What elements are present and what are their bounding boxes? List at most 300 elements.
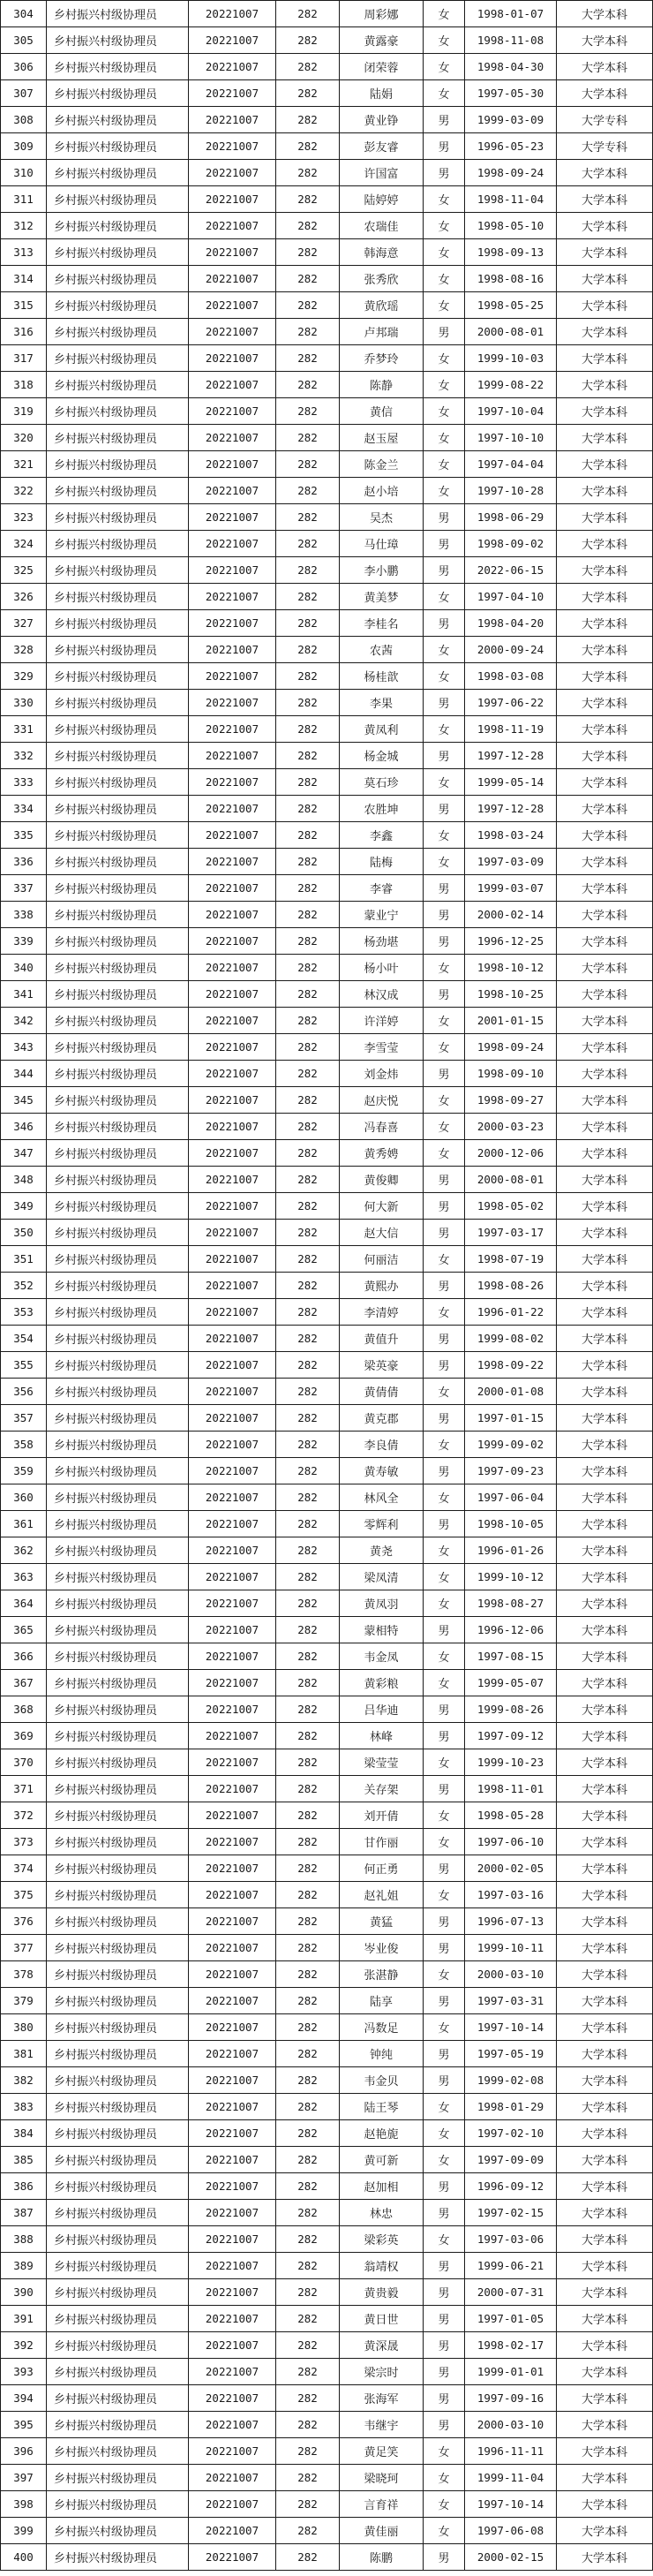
name-cell: 许洋婷 bbox=[340, 1008, 424, 1034]
education-cell: 大学本科 bbox=[557, 1432, 653, 1458]
table-row bbox=[1, 1537, 653, 1564]
table-row bbox=[1, 1034, 653, 1061]
table-row bbox=[1, 663, 653, 690]
name-cell: 陆婷婷 bbox=[340, 186, 424, 213]
row-number-cell: 308 bbox=[1, 107, 47, 133]
name-cell: 钟纯 bbox=[340, 2041, 424, 2067]
position-code-cell: 20221007 bbox=[189, 478, 276, 504]
birthdate-cell: 1998-05-02 bbox=[465, 1193, 557, 1220]
gender-cell: 男 bbox=[424, 2412, 465, 2438]
birthdate-cell: 1997-05-30 bbox=[465, 80, 557, 107]
education-cell: 大学本科 bbox=[557, 1379, 653, 1405]
position-code-cell: 20221007 bbox=[189, 345, 276, 372]
gender-cell: 男 bbox=[424, 1908, 465, 1935]
row-number-cell: 355 bbox=[1, 1352, 47, 1379]
score-cell: 282 bbox=[276, 1299, 340, 1326]
gender-cell: 男 bbox=[424, 1352, 465, 1379]
education-cell: 大学本科 bbox=[557, 610, 653, 637]
row-number-cell: 348 bbox=[1, 1167, 47, 1193]
education-cell: 大学本科 bbox=[557, 1484, 653, 1511]
education-cell: 大学本科 bbox=[557, 875, 653, 902]
birthdate-cell: 1999-02-08 bbox=[465, 2067, 557, 2094]
position-code-cell: 20221007 bbox=[189, 1087, 276, 1114]
score-cell: 282 bbox=[276, 1220, 340, 1246]
position-cell: 乡村振兴村级协理员 bbox=[47, 1670, 189, 1696]
education-cell: 大学本科 bbox=[557, 372, 653, 398]
name-cell: 梁宗时 bbox=[340, 2359, 424, 2385]
education-cell: 大学本科 bbox=[557, 769, 653, 796]
education-cell: 大学本科 bbox=[557, 2200, 653, 2226]
position-code-cell: 20221007 bbox=[189, 2332, 276, 2359]
position-code-cell: 20221007 bbox=[189, 2359, 276, 2385]
position-cell: 乡村振兴村级协理员 bbox=[47, 875, 189, 902]
name-cell: 李良倩 bbox=[340, 1432, 424, 1458]
position-cell: 乡村振兴村级协理员 bbox=[47, 663, 189, 690]
table-row bbox=[1, 2438, 653, 2465]
gender-cell: 男 bbox=[424, 875, 465, 902]
position-code-cell: 20221007 bbox=[189, 213, 276, 239]
row-number-cell: 390 bbox=[1, 2279, 47, 2306]
name-cell: 李小鹏 bbox=[340, 557, 424, 584]
row-number-cell: 343 bbox=[1, 1034, 47, 1061]
row-number-cell: 319 bbox=[1, 398, 47, 425]
row-number-cell: 358 bbox=[1, 1432, 47, 1458]
row-number-cell: 331 bbox=[1, 716, 47, 743]
table-row bbox=[1, 1643, 653, 1670]
education-cell: 大学本科 bbox=[557, 2226, 653, 2253]
position-cell: 乡村振兴村级协理员 bbox=[47, 2518, 189, 2544]
gender-cell: 男 bbox=[424, 2385, 465, 2412]
education-cell: 大学本科 bbox=[557, 2306, 653, 2332]
position-cell: 乡村振兴村级协理员 bbox=[47, 2120, 189, 2147]
birthdate-cell: 1998-08-16 bbox=[465, 266, 557, 292]
table-row bbox=[1, 345, 653, 372]
gender-cell: 男 bbox=[424, 1511, 465, 1537]
table-row bbox=[1, 1776, 653, 1802]
name-cell: 陈静 bbox=[340, 372, 424, 398]
row-number-cell: 341 bbox=[1, 981, 47, 1008]
position-code-cell: 20221007 bbox=[189, 557, 276, 584]
name-cell: 杨劲堪 bbox=[340, 928, 424, 955]
position-cell: 乡村振兴村级协理员 bbox=[47, 451, 189, 478]
score-cell: 282 bbox=[276, 478, 340, 504]
score-cell: 282 bbox=[276, 239, 340, 266]
birthdate-cell: 1998-09-24 bbox=[465, 1034, 557, 1061]
gender-cell: 男 bbox=[424, 2067, 465, 2094]
education-cell: 大学本科 bbox=[557, 2412, 653, 2438]
position-cell: 乡村振兴村级协理员 bbox=[47, 1326, 189, 1352]
row-number-cell: 392 bbox=[1, 2332, 47, 2359]
position-cell: 乡村振兴村级协理员 bbox=[47, 2438, 189, 2465]
row-number-cell: 342 bbox=[1, 1008, 47, 1034]
gender-cell: 女 bbox=[424, 1643, 465, 1670]
birthdate-cell: 1996-05-23 bbox=[465, 133, 557, 160]
position-code-cell: 20221007 bbox=[189, 1114, 276, 1140]
position-cell: 乡村振兴村级协理员 bbox=[47, 743, 189, 769]
gender-cell: 女 bbox=[424, 80, 465, 107]
position-code-cell: 20221007 bbox=[189, 1564, 276, 1590]
birthdate-cell: 1999-05-14 bbox=[465, 769, 557, 796]
score-cell: 282 bbox=[276, 1537, 340, 1564]
score-cell: 282 bbox=[276, 504, 340, 531]
position-cell: 乡村振兴村级协理员 bbox=[47, 1590, 189, 1617]
gender-cell: 男 bbox=[424, 690, 465, 716]
position-code-cell: 20221007 bbox=[189, 2544, 276, 2571]
position-cell: 乡村振兴村级协理员 bbox=[47, 1908, 189, 1935]
score-cell: 282 bbox=[276, 1167, 340, 1193]
position-code-cell: 20221007 bbox=[189, 2253, 276, 2279]
name-cell: 黄值升 bbox=[340, 1326, 424, 1352]
name-cell: 乔梦玲 bbox=[340, 345, 424, 372]
table-row bbox=[1, 2332, 653, 2359]
education-cell: 大学本科 bbox=[557, 425, 653, 451]
score-cell: 282 bbox=[276, 319, 340, 345]
gender-cell: 男 bbox=[424, 1326, 465, 1352]
score-cell: 282 bbox=[276, 690, 340, 716]
gender-cell: 女 bbox=[424, 372, 465, 398]
position-code-cell: 20221007 bbox=[189, 1776, 276, 1802]
education-cell: 大学本科 bbox=[557, 2518, 653, 2544]
row-number-cell: 321 bbox=[1, 451, 47, 478]
birthdate-cell: 1997-06-10 bbox=[465, 1829, 557, 1855]
table-row bbox=[1, 1220, 653, 1246]
position-code-cell: 20221007 bbox=[189, 1988, 276, 2014]
position-code-cell: 20221007 bbox=[189, 2094, 276, 2120]
row-number-cell: 350 bbox=[1, 1220, 47, 1246]
gender-cell: 男 bbox=[424, 1273, 465, 1299]
name-cell: 韦金凤 bbox=[340, 1643, 424, 1670]
position-cell: 乡村振兴村级协理员 bbox=[47, 584, 189, 610]
education-cell: 大学本科 bbox=[557, 902, 653, 928]
row-number-cell: 312 bbox=[1, 213, 47, 239]
row-number-cell: 316 bbox=[1, 319, 47, 345]
birthdate-cell: 1997-01-05 bbox=[465, 2306, 557, 2332]
position-cell: 乡村振兴村级协理员 bbox=[47, 1352, 189, 1379]
name-cell: 关存架 bbox=[340, 1776, 424, 1802]
table-row bbox=[1, 2306, 653, 2332]
education-cell: 大学本科 bbox=[557, 1935, 653, 1961]
table-row bbox=[1, 2412, 653, 2438]
score-cell: 282 bbox=[276, 1749, 340, 1776]
gender-cell: 男 bbox=[424, 2200, 465, 2226]
score-cell: 282 bbox=[276, 769, 340, 796]
position-cell: 乡村振兴村级协理员 bbox=[47, 1829, 189, 1855]
name-cell: 李雪莹 bbox=[340, 1034, 424, 1061]
name-cell: 黄信 bbox=[340, 398, 424, 425]
score-cell: 282 bbox=[276, 1908, 340, 1935]
score-cell: 282 bbox=[276, 2359, 340, 2385]
row-number-cell: 384 bbox=[1, 2120, 47, 2147]
row-number-cell: 336 bbox=[1, 849, 47, 875]
position-cell: 乡村振兴村级协理员 bbox=[47, 1379, 189, 1405]
birthdate-cell: 2000-03-10 bbox=[465, 1961, 557, 1988]
gender-cell: 女 bbox=[424, 663, 465, 690]
birthdate-cell: 1996-12-06 bbox=[465, 1617, 557, 1643]
table-row bbox=[1, 319, 653, 345]
position-code-cell: 20221007 bbox=[189, 1352, 276, 1379]
name-cell: 黄深晟 bbox=[340, 2332, 424, 2359]
score-cell: 282 bbox=[276, 2226, 340, 2253]
position-cell: 乡村振兴村级协理员 bbox=[47, 928, 189, 955]
gender-cell: 男 bbox=[424, 2041, 465, 2067]
name-cell: 赵大信 bbox=[340, 1220, 424, 1246]
position-cell: 乡村振兴村级协理员 bbox=[47, 1484, 189, 1511]
gender-cell: 男 bbox=[424, 2253, 465, 2279]
name-cell: 零辉利 bbox=[340, 1511, 424, 1537]
birthdate-cell: 1997-12-28 bbox=[465, 743, 557, 769]
position-cell: 乡村振兴村级协理员 bbox=[47, 2094, 189, 2120]
row-number-cell: 352 bbox=[1, 1273, 47, 1299]
table-row bbox=[1, 451, 653, 478]
row-number-cell: 315 bbox=[1, 292, 47, 319]
birthdate-cell: 1999-01-01 bbox=[465, 2359, 557, 2385]
birthdate-cell: 1999-09-02 bbox=[465, 1432, 557, 1458]
table-row bbox=[1, 80, 653, 107]
position-code-cell: 20221007 bbox=[189, 1749, 276, 1776]
birthdate-cell: 1998-04-20 bbox=[465, 610, 557, 637]
gender-cell: 女 bbox=[424, 239, 465, 266]
gender-cell: 女 bbox=[424, 1749, 465, 1776]
name-cell: 李鑫 bbox=[340, 822, 424, 849]
birthdate-cell: 1998-03-24 bbox=[465, 822, 557, 849]
gender-cell: 女 bbox=[424, 478, 465, 504]
name-cell: 吴杰 bbox=[340, 504, 424, 531]
score-cell: 282 bbox=[276, 1352, 340, 1379]
position-cell: 乡村振兴村级协理员 bbox=[47, 1855, 189, 1882]
position-cell: 乡村振兴村级协理员 bbox=[47, 2067, 189, 2094]
table-row bbox=[1, 2041, 653, 2067]
position-code-cell: 20221007 bbox=[189, 54, 276, 80]
birthdate-cell: 1998-02-17 bbox=[465, 2332, 557, 2359]
table-row bbox=[1, 2014, 653, 2041]
table-row bbox=[1, 1167, 653, 1193]
score-cell: 282 bbox=[276, 2173, 340, 2200]
row-number-cell: 305 bbox=[1, 27, 47, 54]
position-code-cell: 20221007 bbox=[189, 1273, 276, 1299]
education-cell: 大学本科 bbox=[557, 1643, 653, 1670]
position-cell: 乡村振兴村级协理员 bbox=[47, 2147, 189, 2173]
score-cell: 282 bbox=[276, 2147, 340, 2173]
birthdate-cell: 2000-08-01 bbox=[465, 1167, 557, 1193]
position-code-cell: 20221007 bbox=[189, 1882, 276, 1908]
row-number-cell: 399 bbox=[1, 2518, 47, 2544]
name-cell: 赵庆悦 bbox=[340, 1087, 424, 1114]
position-cell: 乡村振兴村级协理员 bbox=[47, 2014, 189, 2041]
birthdate-cell: 2022-06-15 bbox=[465, 557, 557, 584]
position-cell: 乡村振兴村级协理员 bbox=[47, 1537, 189, 1564]
position-cell: 乡村振兴村级协理员 bbox=[47, 1193, 189, 1220]
row-number-cell: 320 bbox=[1, 425, 47, 451]
position-cell: 乡村振兴村级协理员 bbox=[47, 1034, 189, 1061]
name-cell: 林风全 bbox=[340, 1484, 424, 1511]
position-cell: 乡村振兴村级协理员 bbox=[47, 2359, 189, 2385]
gender-cell: 女 bbox=[424, 849, 465, 875]
score-cell: 282 bbox=[276, 637, 340, 663]
birthdate-cell: 1998-10-25 bbox=[465, 981, 557, 1008]
score-cell: 282 bbox=[276, 875, 340, 902]
table-row bbox=[1, 1564, 653, 1590]
education-cell: 大学本科 bbox=[557, 292, 653, 319]
education-cell: 大学本科 bbox=[557, 663, 653, 690]
name-cell: 冯春喜 bbox=[340, 1114, 424, 1140]
score-cell: 282 bbox=[276, 1484, 340, 1511]
table-row bbox=[1, 266, 653, 292]
birthdate-cell: 2000-08-01 bbox=[465, 319, 557, 345]
position-code-cell: 20221007 bbox=[189, 1140, 276, 1167]
gender-cell: 女 bbox=[424, 1, 465, 27]
table-row bbox=[1, 2094, 653, 2120]
table-row bbox=[1, 1670, 653, 1696]
education-cell: 大学本科 bbox=[557, 504, 653, 531]
education-cell: 大学本科 bbox=[557, 1299, 653, 1326]
position-code-cell: 20221007 bbox=[189, 292, 276, 319]
score-cell: 282 bbox=[276, 796, 340, 822]
education-cell: 大学本科 bbox=[557, 239, 653, 266]
position-cell: 乡村振兴村级协理员 bbox=[47, 1114, 189, 1140]
birthdate-cell: 1998-05-28 bbox=[465, 1802, 557, 1829]
birthdate-cell: 1997-10-28 bbox=[465, 478, 557, 504]
gender-cell: 男 bbox=[424, 796, 465, 822]
position-code-cell: 20221007 bbox=[189, 266, 276, 292]
gender-cell: 女 bbox=[424, 1829, 465, 1855]
name-cell: 梁晓珂 bbox=[340, 2465, 424, 2491]
education-cell: 大学本科 bbox=[557, 584, 653, 610]
table-row bbox=[1, 107, 653, 133]
position-cell: 乡村振兴村级协理员 bbox=[47, 2226, 189, 2253]
row-number-cell: 366 bbox=[1, 1643, 47, 1670]
table-row bbox=[1, 2385, 653, 2412]
education-cell: 大学本科 bbox=[557, 1140, 653, 1167]
position-cell: 乡村振兴村级协理员 bbox=[47, 2544, 189, 2571]
birthdate-cell: 1998-11-08 bbox=[465, 27, 557, 54]
table-row bbox=[1, 1008, 653, 1034]
gender-cell: 女 bbox=[424, 425, 465, 451]
birthdate-cell: 1998-09-02 bbox=[465, 531, 557, 557]
row-number-cell: 313 bbox=[1, 239, 47, 266]
row-number-cell: 322 bbox=[1, 478, 47, 504]
table-row bbox=[1, 849, 653, 875]
position-cell: 乡村振兴村级协理员 bbox=[47, 955, 189, 981]
gender-cell: 女 bbox=[424, 292, 465, 319]
name-cell: 林峰 bbox=[340, 1723, 424, 1749]
table-row bbox=[1, 1087, 653, 1114]
position-code-cell: 20221007 bbox=[189, 2041, 276, 2067]
position-cell: 乡村振兴村级协理员 bbox=[47, 2465, 189, 2491]
name-cell: 李睿 bbox=[340, 875, 424, 902]
score-cell: 282 bbox=[276, 107, 340, 133]
table-row bbox=[1, 239, 653, 266]
gender-cell: 女 bbox=[424, 186, 465, 213]
gender-cell: 女 bbox=[424, 584, 465, 610]
birthdate-cell: 1997-05-19 bbox=[465, 2041, 557, 2067]
education-cell: 大学本科 bbox=[557, 1273, 653, 1299]
position-code-cell: 20221007 bbox=[189, 875, 276, 902]
position-cell: 乡村振兴村级协理员 bbox=[47, 2306, 189, 2332]
name-cell: 韦继宇 bbox=[340, 2412, 424, 2438]
score-cell: 282 bbox=[276, 1643, 340, 1670]
position-code-cell: 20221007 bbox=[189, 1908, 276, 1935]
position-code-cell: 20221007 bbox=[189, 1432, 276, 1458]
score-cell: 282 bbox=[276, 902, 340, 928]
score-cell: 282 bbox=[276, 955, 340, 981]
position-cell: 乡村振兴村级协理员 bbox=[47, 398, 189, 425]
score-cell: 282 bbox=[276, 425, 340, 451]
education-cell: 大学本科 bbox=[557, 2359, 653, 2385]
row-number-cell: 347 bbox=[1, 1140, 47, 1167]
row-number-cell: 395 bbox=[1, 2412, 47, 2438]
education-cell: 大学本科 bbox=[557, 822, 653, 849]
name-cell: 何丽洁 bbox=[340, 1246, 424, 1273]
education-cell: 大学本科 bbox=[557, 2120, 653, 2147]
score-cell: 282 bbox=[276, 2385, 340, 2412]
table-row bbox=[1, 1802, 653, 1829]
name-cell: 梁凤清 bbox=[340, 1564, 424, 1590]
name-cell: 杨小叶 bbox=[340, 955, 424, 981]
birthdate-cell: 2000-03-23 bbox=[465, 1114, 557, 1140]
row-number-cell: 369 bbox=[1, 1723, 47, 1749]
position-cell: 乡村振兴村级协理员 bbox=[47, 292, 189, 319]
education-cell: 大学本科 bbox=[557, 531, 653, 557]
education-cell: 大学本科 bbox=[557, 1908, 653, 1935]
education-cell: 大学本科 bbox=[557, 2014, 653, 2041]
education-cell: 大学本科 bbox=[557, 213, 653, 239]
row-number-cell: 314 bbox=[1, 266, 47, 292]
row-number-cell: 306 bbox=[1, 54, 47, 80]
education-cell: 大学本科 bbox=[557, 1961, 653, 1988]
name-cell: 林忠 bbox=[340, 2200, 424, 2226]
education-cell: 大学本科 bbox=[557, 796, 653, 822]
position-cell: 乡村振兴村级协理员 bbox=[47, 372, 189, 398]
gender-cell: 女 bbox=[424, 822, 465, 849]
score-cell: 282 bbox=[276, 1511, 340, 1537]
table-row bbox=[1, 372, 653, 398]
score-cell: 282 bbox=[276, 584, 340, 610]
row-number-cell: 367 bbox=[1, 1670, 47, 1696]
gender-cell: 男 bbox=[424, 2279, 465, 2306]
position-code-cell: 20221007 bbox=[189, 743, 276, 769]
position-code-cell: 20221007 bbox=[189, 1034, 276, 1061]
score-cell: 282 bbox=[276, 2306, 340, 2332]
position-code-cell: 20221007 bbox=[189, 239, 276, 266]
name-cell: 黄欣瑶 bbox=[340, 292, 424, 319]
name-cell: 农茜 bbox=[340, 637, 424, 663]
education-cell: 大学本科 bbox=[557, 1988, 653, 2014]
table-body bbox=[1, 1, 653, 2571]
gender-cell: 男 bbox=[424, 1617, 465, 1643]
position-code-cell: 20221007 bbox=[189, 637, 276, 663]
birthdate-cell: 1997-09-12 bbox=[465, 1723, 557, 1749]
table-row bbox=[1, 425, 653, 451]
gender-cell: 女 bbox=[424, 1114, 465, 1140]
row-number-cell: 371 bbox=[1, 1776, 47, 1802]
birthdate-cell: 1997-03-16 bbox=[465, 1882, 557, 1908]
position-cell: 乡村振兴村级协理员 bbox=[47, 504, 189, 531]
position-code-cell: 20221007 bbox=[189, 1008, 276, 1034]
row-number-cell: 325 bbox=[1, 557, 47, 584]
position-code-cell: 20221007 bbox=[189, 2226, 276, 2253]
row-number-cell: 309 bbox=[1, 133, 47, 160]
education-cell: 大学本科 bbox=[557, 2147, 653, 2173]
birthdate-cell: 1999-11-04 bbox=[465, 2465, 557, 2491]
education-cell: 大学本科 bbox=[557, 1855, 653, 1882]
gender-cell: 女 bbox=[424, 2226, 465, 2253]
score-cell: 282 bbox=[276, 2279, 340, 2306]
position-code-cell: 20221007 bbox=[189, 1405, 276, 1432]
row-number-cell: 375 bbox=[1, 1882, 47, 1908]
position-cell: 乡村振兴村级协理员 bbox=[47, 2412, 189, 2438]
name-cell: 赵小培 bbox=[340, 478, 424, 504]
education-cell: 大学本科 bbox=[557, 1564, 653, 1590]
